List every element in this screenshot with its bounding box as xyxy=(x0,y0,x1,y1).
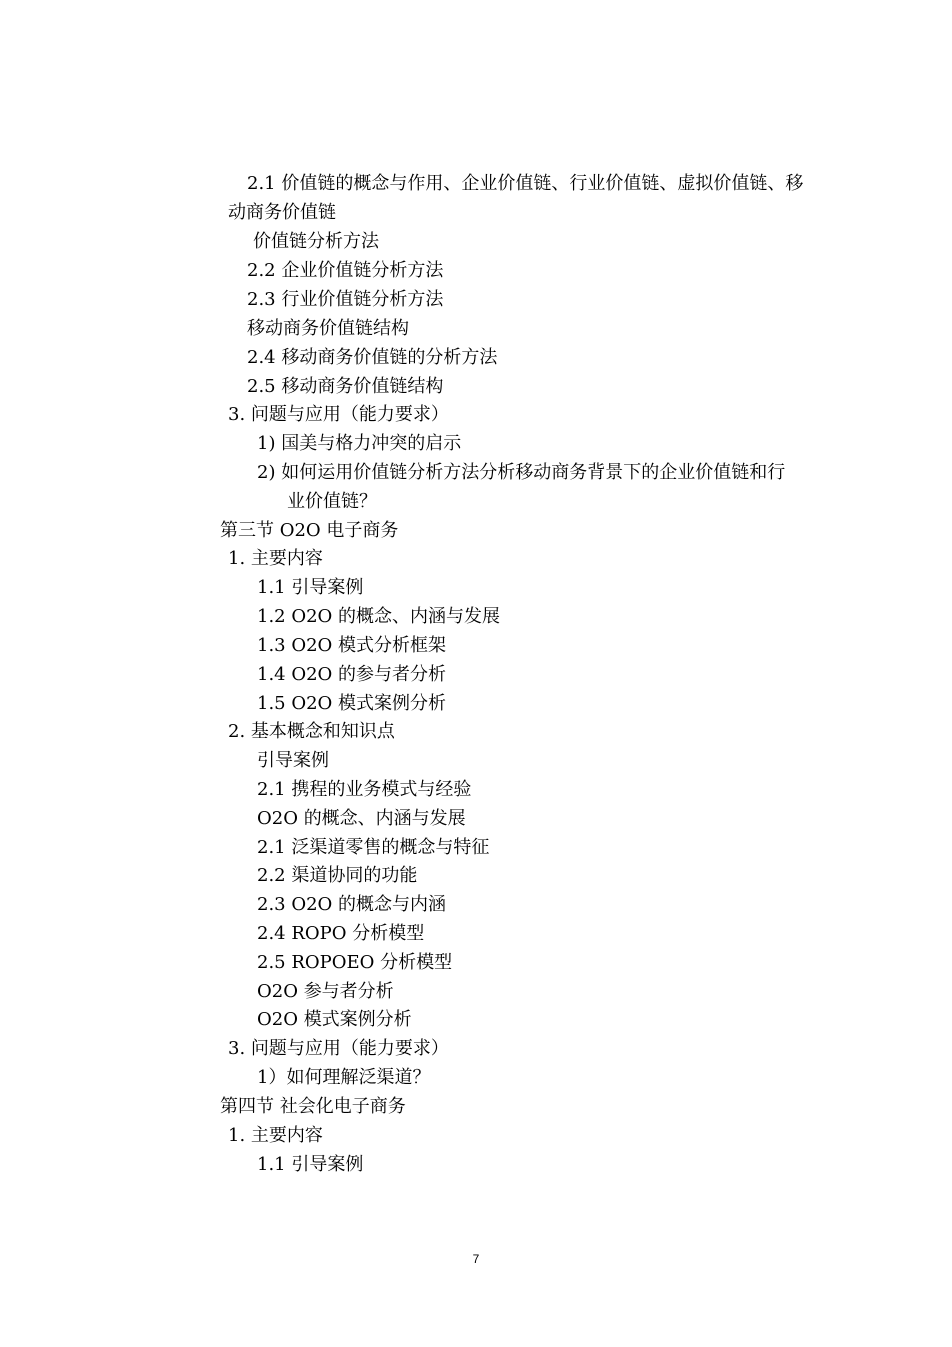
list-item: 2.1 泛渠道零售的概念与特征 xyxy=(257,837,490,858)
section-heading: O2O 模式案例分析 xyxy=(257,1009,412,1030)
list-item: 1）如何理解泛渠道？ xyxy=(257,1067,431,1088)
list-item: 1.5 O2O 模式案例分析 xyxy=(257,693,447,714)
list-item-continuation: 业价值链？ xyxy=(287,491,377,512)
text-line: 2.4 移动商务价值链的分析方法 xyxy=(247,347,498,368)
text-line: 2.5 移动商务价值链结构 xyxy=(247,376,444,397)
list-item: 1.2 O2O 的概念、内涵与发展 xyxy=(257,606,501,627)
section-title: 第四节 社会化电子商务 xyxy=(220,1096,406,1117)
section-title: 第三节 O2O 电子商务 xyxy=(220,520,399,541)
text-line: 动商务价值链 xyxy=(228,202,336,223)
list-heading: 1. 主要内容 xyxy=(228,1125,323,1146)
list-item: 2.2 渠道协同的功能 xyxy=(257,865,418,886)
list-heading: 2. 基本概念和知识点 xyxy=(228,721,395,742)
list-item: 2.5 ROPOEO 分析模型 xyxy=(257,952,453,973)
list-item: 2.3 O2O 的概念与内涵 xyxy=(257,894,447,915)
section-heading: 价值链分析方法 xyxy=(253,231,379,252)
list-item: 1.1 引导案例 xyxy=(257,1154,364,1175)
text-line: 2.1 价值链的概念与作用、企业价值链、行业价值链、虚拟价值链、移 xyxy=(247,173,804,194)
text-line: 2.2 企业价值链分析方法 xyxy=(247,260,444,281)
section-heading: 引导案例 xyxy=(257,750,329,771)
list-item: 1.3 O2O 模式分析框架 xyxy=(257,635,447,656)
section-heading: O2O 参与者分析 xyxy=(257,981,394,1002)
list-item: 1) 国美与格力冲突的启示 xyxy=(257,433,462,454)
list-heading: 3. 问题与应用（能力要求） xyxy=(228,404,449,425)
list-heading: 3. 问题与应用（能力要求） xyxy=(228,1038,449,1059)
list-item: 2.4 ROPO 分析模型 xyxy=(257,923,425,944)
list-item: 1.1 引导案例 xyxy=(257,577,364,598)
list-heading: 1. 主要内容 xyxy=(228,548,323,569)
list-item: 2) 如何运用价值链分析方法分析移动商务背景下的企业价值链和行 xyxy=(257,462,786,483)
text-line: 2.3 行业价值链分析方法 xyxy=(247,289,444,310)
section-heading: O2O 的概念、内涵与发展 xyxy=(257,808,466,829)
page-number: 7 xyxy=(472,1252,480,1266)
list-item: 1.4 O2O 的参与者分析 xyxy=(257,664,447,685)
list-item: 2.1 携程的业务模式与经验 xyxy=(257,779,472,800)
section-heading: 移动商务价值链结构 xyxy=(247,318,409,339)
